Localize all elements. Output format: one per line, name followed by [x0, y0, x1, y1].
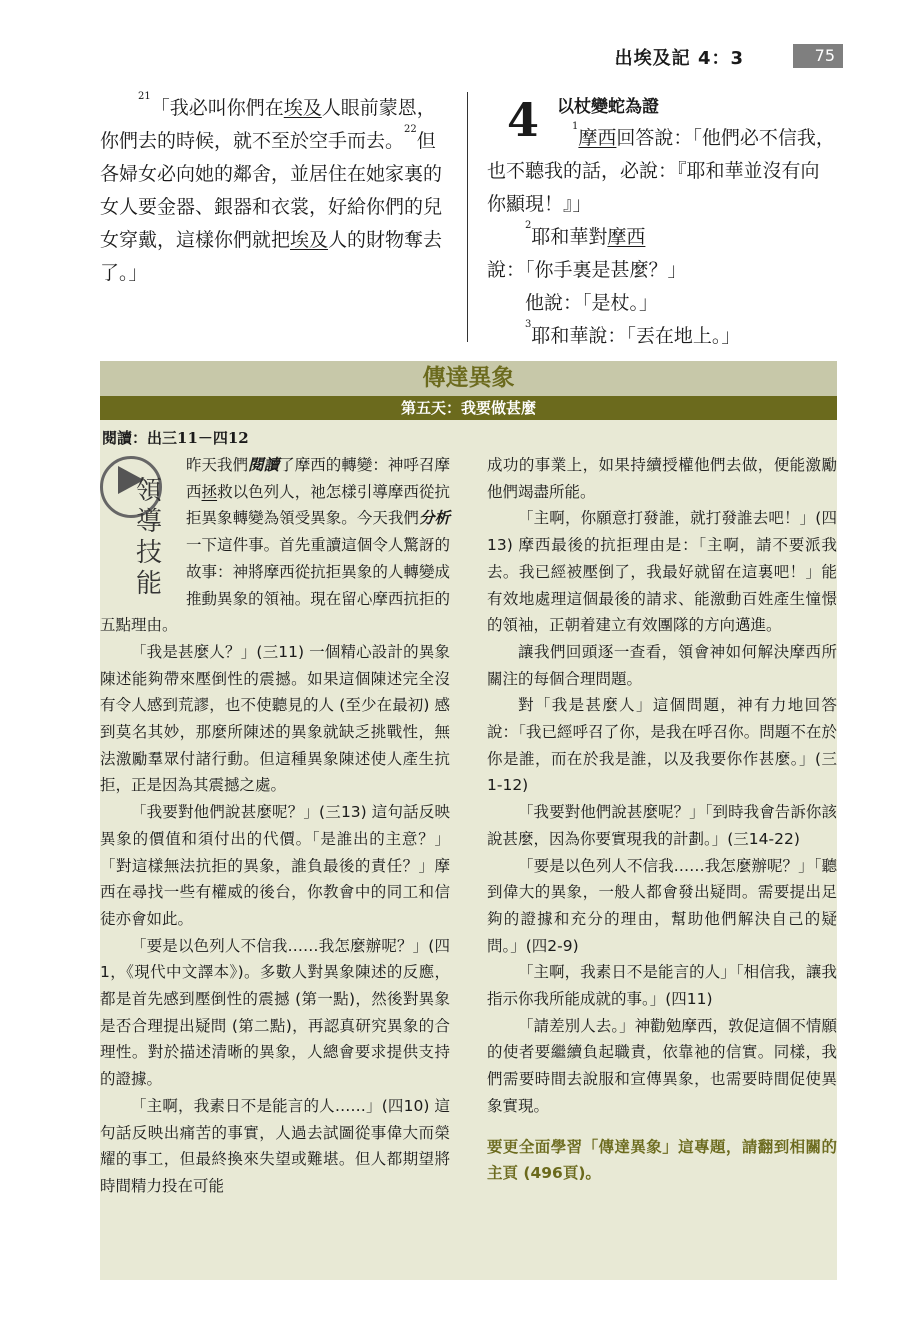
body-paragraph: 「請差別人去。」神勸勉摩西，敦促這個不情願的使者要繼續負起職責，依靠祂的信實。同樣，我們需要時間去說服和宣傳異象，也需要時間促使異象實現。: [487, 1016, 837, 1115]
body-paragraph: 「主啊，我素日不是能言的人」「相信我，讓我指示你我所能成就的事。」(四11): [487, 963, 837, 1009]
body-paragraph: 對「我是甚麼人」這個問題，神有力地回答說：「我已經呼召了你，是我在呼召你。問題不在於你是誰，而在於我是誰，以及我要你作甚麼。」(三1-12): [487, 696, 837, 795]
body-paragraph: 「主啊，我素日不是能言的人……」(四10) 這句話反映出痛苦的事實，人過去試圖從事偉大而榮耀的事工，但最終換來失望或難堪。但人都期望將時間精力投在可能: [100, 1096, 450, 1195]
scripture-paragraph: $^2$耶和華對摩西說：「你手裏是甚麼？」: [487, 220, 687, 281]
scripture-paragraph: $^1$摩西回答說：「他們必不信我，也不聽我的話，必說：『耶和華並沒有向你顯現！』」: [487, 121, 835, 215]
body-paragraph: 「我要對他們說甚麼呢？」(三13) 這句話反映異象的價值和須付出的代價。「是誰出的主意？」「對這樣無法抗拒的異象，誰負最後的責任？」摩西在尋找一些有權威的後台，你教會中的同工和信徒亦會如此。: [100, 803, 450, 928]
place-name: 埃及: [283, 97, 322, 119]
box-subtitle: 第五天：我要做甚麼: [100, 396, 837, 420]
body-paragraph: 「主啊，你願意打發誰，就打發誰去吧！」(四13) 摩西最後的抗拒理由是：「主啊，請不要派我去。我已經被壓倒了，我最好就留在這裏吧！」能有效地處理這個最後的請求、能激動百姓產生憧憬的領袖，正朝着建立有效團隊的方向邁進。: [487, 509, 837, 635]
verse-number: 3: [525, 319, 532, 330]
icon-label: 領 導 技 能: [135, 476, 162, 599]
verse-number: 2: [525, 220, 532, 231]
box-title: 傳達異象: [100, 361, 837, 396]
page-number: 75: [793, 44, 843, 68]
scripture-paragraph: $^3$耶和華說：「丟在地上。」: [525, 319, 741, 347]
reading-reference: 閱讀：出三11－四12: [102, 429, 249, 447]
leadership-skill-icon: [100, 452, 178, 612]
body-paragraph: 「要是以色列人不信我……我怎麼辦呢？」(四1，《現代中文譯本》)。多數人對異象陳述的反應，都是首先感到壓倒性的震撼 (第一點)，然後對異象是否合理提出疑問 (第二點)，再認真研究異象的合理性。對於描述清晰的異象，人總會要求提供支持的證據。: [100, 936, 450, 1089]
body-paragraph: 「我是甚麼人？」(三11) 一個精心設計的異象陳述能夠帶來壓倒性的震撼。如果這個陳述完全沒有令人感到荒謬，也不使聽見的人 (至少在最初) 感到莫名其妙，那麼所陳述的異象就缺乏挑戰性，無法激勵羣眾付諸行動。但這種異象陳述使人產生抗拒，正是因為其震撼之處。: [100, 642, 450, 795]
verse-number: 1: [572, 121, 579, 132]
scripture-paragraph: 他說：「是杖。」: [525, 292, 659, 314]
body-paragraph: 昨天我們閱讀了摩西的轉變：神呼召摩西拯救以色列人，祂怎樣引導摩西從抗拒異象轉變為領受異象。今天我們分析一下這件事。首先重讀這個令人驚訝的故事：神將摩西從抗拒異象的人轉變成推動異象的領袖。現在留心摩西抗拒的五點理由。: [100, 456, 450, 635]
chapter-number: 4: [507, 93, 540, 147]
verse-number: 21: [138, 91, 151, 102]
cross-reference-note: 要更全面學習「傳達異象」這專題，請翻到相關的主頁 (496頁)。: [487, 1137, 837, 1183]
section-heading: 以杖變蛇為證: [557, 97, 659, 117]
place-name: 埃及: [290, 229, 329, 251]
scripture-left-column: [100, 92, 450, 290]
chapter-reference: 出埃及記 4：3: [614, 48, 744, 69]
body-paragraph: 讓我們回頭逐一查看，領會神如何解決摩西所關注的每個合理問題。: [487, 642, 837, 688]
body-paragraph: 「我要對他們說甚麼呢？」「到時我會告訴你該說甚麼，因為你要實現我的計劃。」(三14-22): [487, 803, 837, 848]
column-divider: [467, 92, 468, 342]
body-paragraph: 成功的事業上，如果持續授權他們去做，便能激勵他們竭盡所能。: [487, 456, 837, 501]
scripture-right-column: [487, 92, 837, 353]
person-name: 摩西: [607, 226, 646, 248]
sidebar-box: [100, 361, 837, 1280]
person-name: 摩西: [578, 127, 617, 149]
scripture-paragraph: $^{21}$「我必叫你們在埃及人眼前蒙恩，你們去的時候，就不至於空手而去。$^{22}$但各婦女必向她的鄰舍，並居住在她家裏的女人要金器、銀器和衣裳，好給你們的兒女穿戴，這樣你們就把埃及人的財物奪去了。」: [100, 91, 443, 284]
box-right-column: [487, 452, 837, 1187]
page-header: [0, 44, 900, 68]
box-left-column: [100, 452, 450, 1200]
body-paragraph: 「要是以色列人不信我……我怎麼辦呢？」「聽到偉大的異象，一般人都會發出疑問。需要提出足夠的證據和充分的理由，幫助他們解決自己的疑問。」(四2-9): [487, 856, 837, 955]
verse-number: 22: [404, 124, 417, 135]
